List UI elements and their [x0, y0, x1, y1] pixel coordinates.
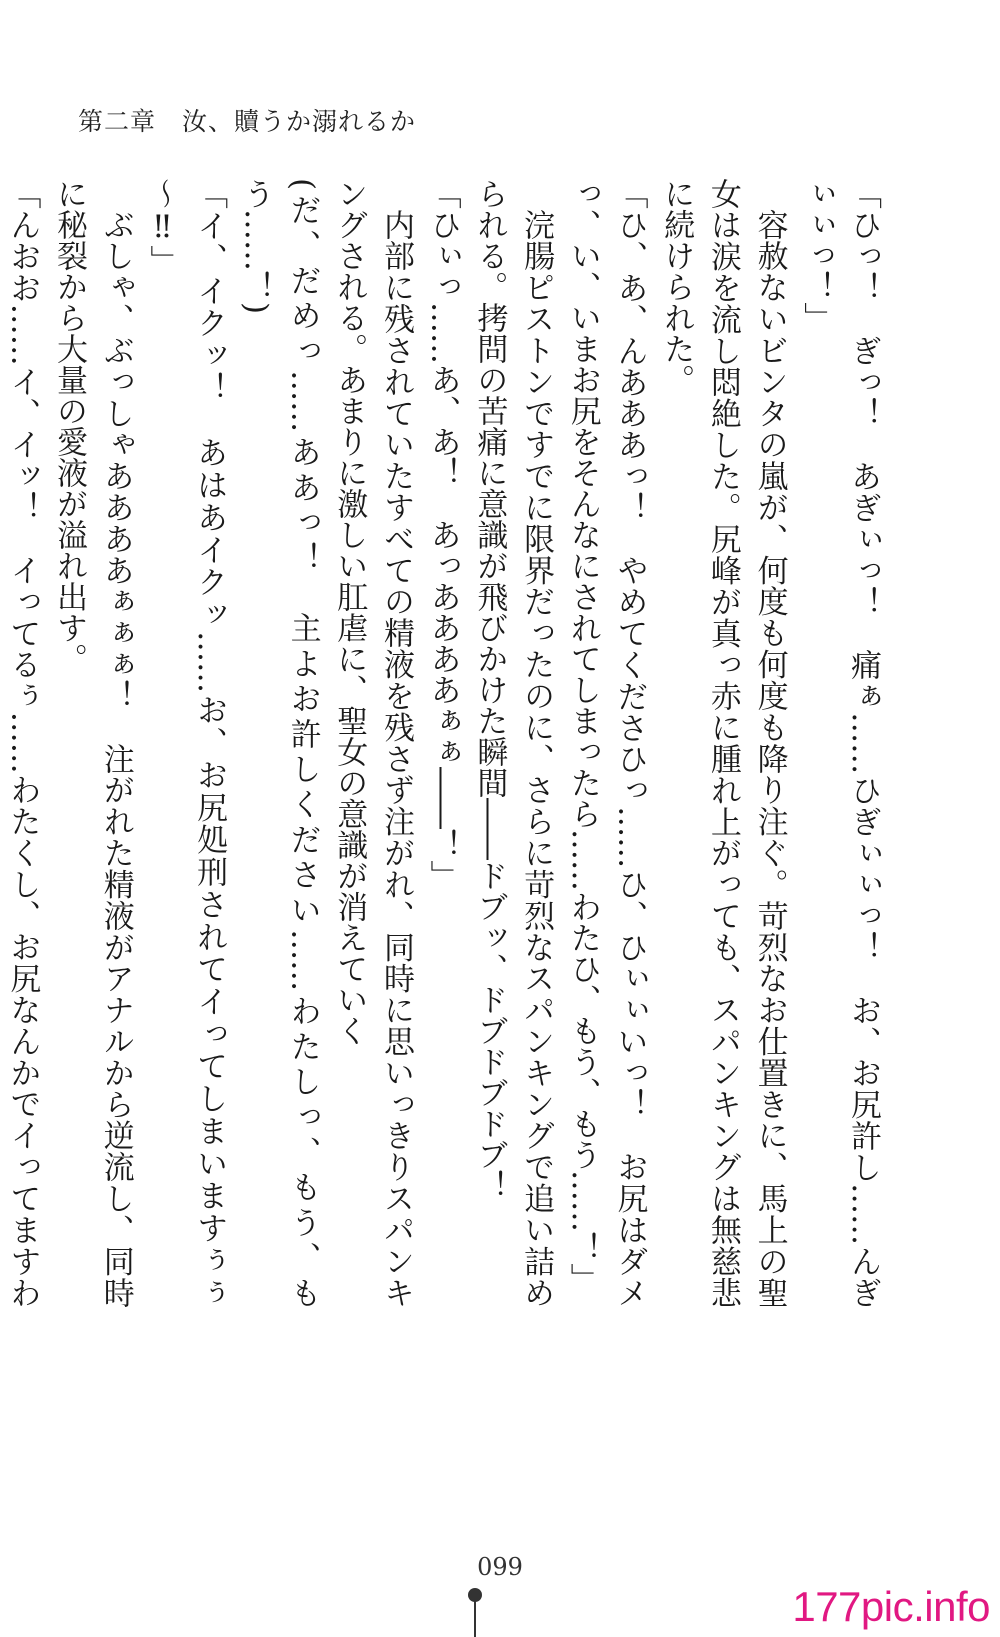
- paragraph: 浣腸ピストンですでに限界だったのに、さらに苛烈なスパンキングで追い詰められる。拷問の苦痛に意識が飛びかけた瞬間――ドブッ、ドブドブドブ！: [471, 178, 555, 1308]
- paragraph: 「ひっ！ ぎっ！ あぎぃっ！ 痛ぁ……ひぎぃぃっ！ お、お尻許し……んぎぃぃっ！」: [798, 178, 881, 1308]
- paragraph: 「ひぃっ……あ、あ！ あっああああぁぁ――！」: [424, 178, 461, 891]
- paragraph: ぶしゃ、ぶっしゃああああぁぁぁ！ 注がれた精液がアナルから逆流し、同時に秘裂から大量の愛液が溢れ出す。: [51, 178, 134, 1308]
- paragraph: 容赦ないビンタの嵐が、何度も何度も降り注ぐ。苛烈なお仕置きに、馬上の聖女は涙を流し悶絶した。尻峰が真っ赤に腫れ上がっても、スパンキングは無慈悲に続けられた。: [658, 178, 788, 1309]
- chapter-title: 第二章 汝、贖うか溺れるか: [78, 107, 417, 136]
- page-marker-line: [474, 1601, 476, 1637]
- page-marker-dot: [468, 1588, 482, 1602]
- paragraph: 「ひ、あ、んあああっ！ やめてくださひっ……ひ、ひぃぃいっ！ お尻はダメっ、い、いまお尻をそんなにされてしまったら……わたひ、もう、もう……！」: [564, 178, 648, 1308]
- paragraph: 「イ、イクッ！ あはあイクッ……お、お尻処刑されてイってしまいますぅぅ～‼」: [144, 178, 228, 1308]
- paragraph: (だ、だめっ……ああっ！ 主よお許しください……わたしっ、もう、もう……！): [237, 178, 321, 1308]
- page-number: 099: [477, 1553, 523, 1581]
- body-text: [4, 178, 886, 1309]
- paragraph: 「んおお……イ、イッ！ イってるぅ……わたくし、お尻なんかでイってますわ: [4, 178, 41, 1308]
- watermark-link[interactable]: 177pic.info: [788, 1583, 994, 1631]
- paragraph: 内部に残されていたすべての精液を残さず注がれ、同時に思いっきりスパンキングされる。あまりに激しい肛虐に、聖女の意識が消えていく: [331, 178, 414, 1308]
